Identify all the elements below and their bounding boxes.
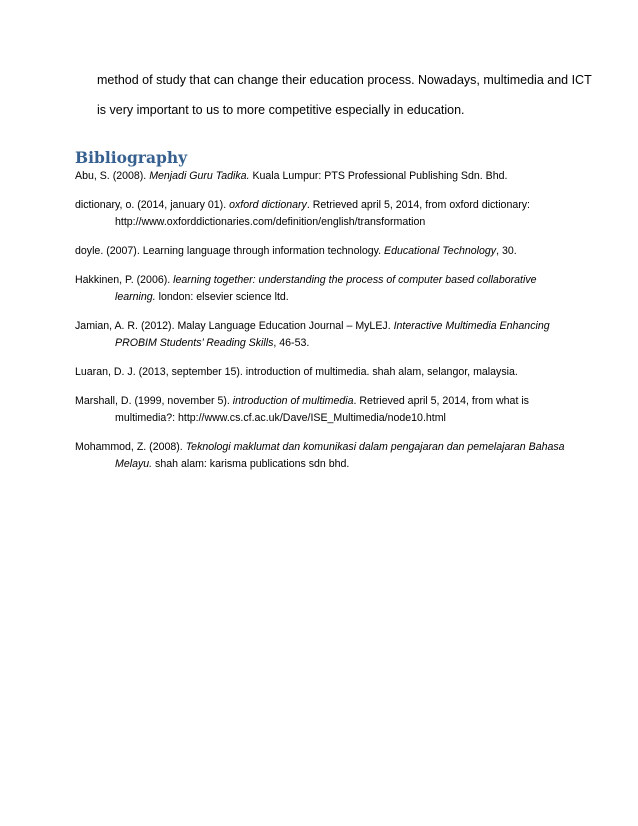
bibliography-list [75, 168, 575, 485]
entry-text: . Retrieved april 5, 2014, from what is multimedia?: http://www.cs.cf.ac.uk/Dave/ISE_Multimedia/node10.html [115, 395, 529, 424]
entry-text: Abu, S. (2008). [75, 170, 150, 182]
intro-line-1: method of study that can change their education process. Nowadays, multimedia and ICT [97, 73, 592, 87]
bibliography-entry [75, 393, 575, 427]
entry-title-italic: learning together: understanding the process of computer based collaborative learning. [115, 274, 537, 303]
entry-text: Jamian, A. R. (2012). Malay Language Education Journal – MyLEJ. [75, 320, 394, 332]
entry-title-italic: Educational Technology [384, 245, 497, 257]
entry-title-italic: oxford dictionary [229, 199, 307, 211]
entry-text: , 46-53. [273, 337, 310, 349]
bibliography-entry [75, 364, 575, 381]
intro-line-2: is very important to us to more competitive especially in education. [97, 103, 465, 117]
bibliography-entry [75, 168, 575, 185]
entry-text: Hakkinen, P. (2006). [75, 274, 174, 286]
entry-text: Mohammod, Z. (2008). [75, 441, 186, 453]
entry-title-italic: introduction of multimedia [232, 395, 354, 407]
entry-text: shah alam: karisma publications sdn bhd. [152, 458, 350, 470]
entry-title-italic: Menjadi Guru Tadika. [149, 170, 250, 182]
entry-text: Marshall, D. (1999, november 5). [75, 395, 233, 407]
bibliography-entry [75, 439, 575, 473]
bibliography-entry [75, 243, 575, 260]
entry-title-italic: Teknologi maklumat dan komunikasi dalam pengajaran dan pemelajaran Bahasa Melayu. [115, 441, 565, 470]
entry-text: london: elsevier science ltd. [155, 291, 289, 303]
bibliography-entry [75, 318, 575, 352]
bibliography-heading: Bibliography [75, 148, 188, 167]
entry-text: , 30. [496, 245, 517, 257]
bibliography-entry [75, 272, 575, 306]
entry-text: Luaran, D. J. (2013, september 15). introduction of multimedia. shah alam, selangor, malaysia. [75, 366, 518, 378]
bibliography-entry [75, 197, 575, 231]
entry-text: . Retrieved april 5, 2014, from oxford dictionary: http://www.oxforddictionaries.com/definition/english/transformation [115, 199, 530, 228]
entry-text: dictionary, o. (2014, january 01). [75, 199, 230, 211]
intro-paragraph [97, 65, 592, 125]
entry-title-italic: Interactive Multimedia Enhancing PROBIM Students’ Reading Skills [115, 320, 550, 349]
entry-text: Kuala Lumpur: PTS Professional Publishing Sdn. Bhd. [249, 170, 508, 182]
entry-text: doyle. (2007). Learning language through information technology. [75, 245, 384, 257]
